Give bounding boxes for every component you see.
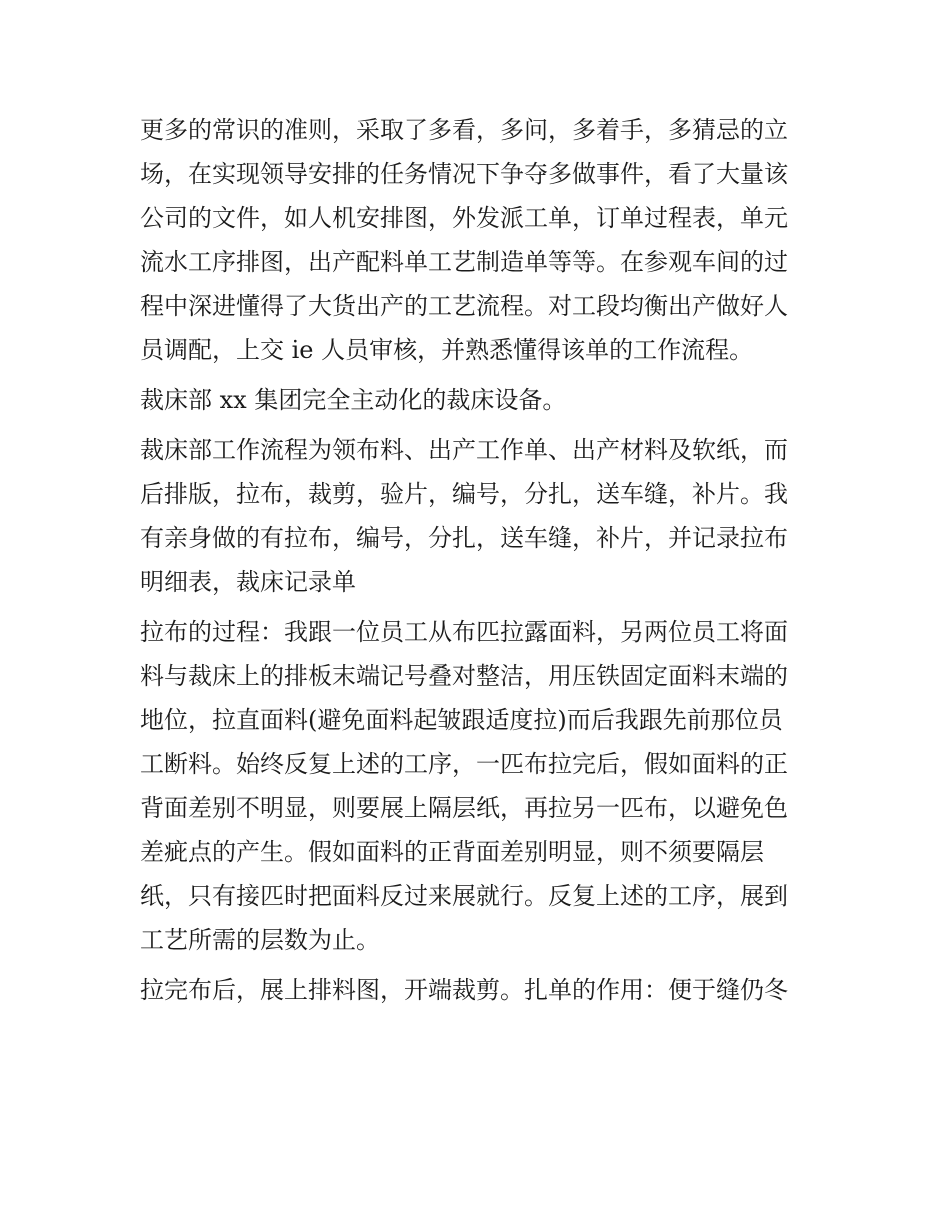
text-line: 流水工序排图，出产配料单工艺制造单等等。在参观车间的过 xyxy=(140,248,788,276)
text-line: 料与裁床上的排板末端记号叠对整洁，用压铁固定面料末端的 xyxy=(140,662,788,690)
text-line: 裁床部 xx 集团完全主动化的裁床设备。 xyxy=(140,386,567,414)
paragraph xyxy=(140,610,815,962)
paragraph xyxy=(140,378,815,422)
text-line: 差疵点的产生。假如面料的正背面差别明显，则不须要隔层 xyxy=(140,838,764,866)
text-line: 工艺所需的层数为止。 xyxy=(140,926,380,954)
text-line: 背面差别不明显，则要展上隔层纸，再拉另一匹布，以避免色 xyxy=(140,794,788,822)
text-line: 工断料。始终反复上述的工序，一匹布拉完后，假如面料的正 xyxy=(140,750,788,778)
text-line: 裁床部工作流程为领布料、出产工作单、出产材料及软纸，而 xyxy=(140,436,788,464)
document-page xyxy=(140,108,815,1012)
text-line: 员调配，上交 ie 人员审核，并熟悉懂得该单的工作流程。 xyxy=(140,336,754,364)
text-line: 纸，只有接匹时把面料反过来展就行。反复上述的工序，展到 xyxy=(140,882,788,910)
text-line: 地位，拉直面料(避免面料起皱跟适度拉)而后我跟先前那位员 xyxy=(140,706,783,734)
text-line: 程中深进懂得了大货出产的工艺流程。对工段均衡出产做好人 xyxy=(140,292,788,320)
text-line: 拉布的过程：我跟一位员工从布匹拉露面料，另两位员工将面 xyxy=(140,618,788,646)
paragraph xyxy=(140,108,815,372)
text-line: 拉完布后，展上排料图，开端裁剪。扎单的作用：便于缝仍冬 xyxy=(140,976,788,1004)
text-line: 后排版，拉布，裁剪，验片，编号，分扎，送车缝，补片。我 xyxy=(140,480,788,508)
text-line: 有亲身做的有拉布，编号，分扎，送车缝，补片，并记录拉布 xyxy=(140,524,788,552)
text-line: 场，在实现领导安排的任务情况下争夺多做事件，看了大量该 xyxy=(140,160,788,188)
text-line: 明细表，裁床记录单 xyxy=(140,568,356,596)
text-line: 更多的常识的准则，采取了多看，多问，多着手，多猜忌的立 xyxy=(140,116,788,144)
paragraph xyxy=(140,428,815,604)
paragraph xyxy=(140,968,815,1012)
text-line: 公司的文件，如人机安排图，外发派工单，订单过程表，单元 xyxy=(140,204,788,232)
